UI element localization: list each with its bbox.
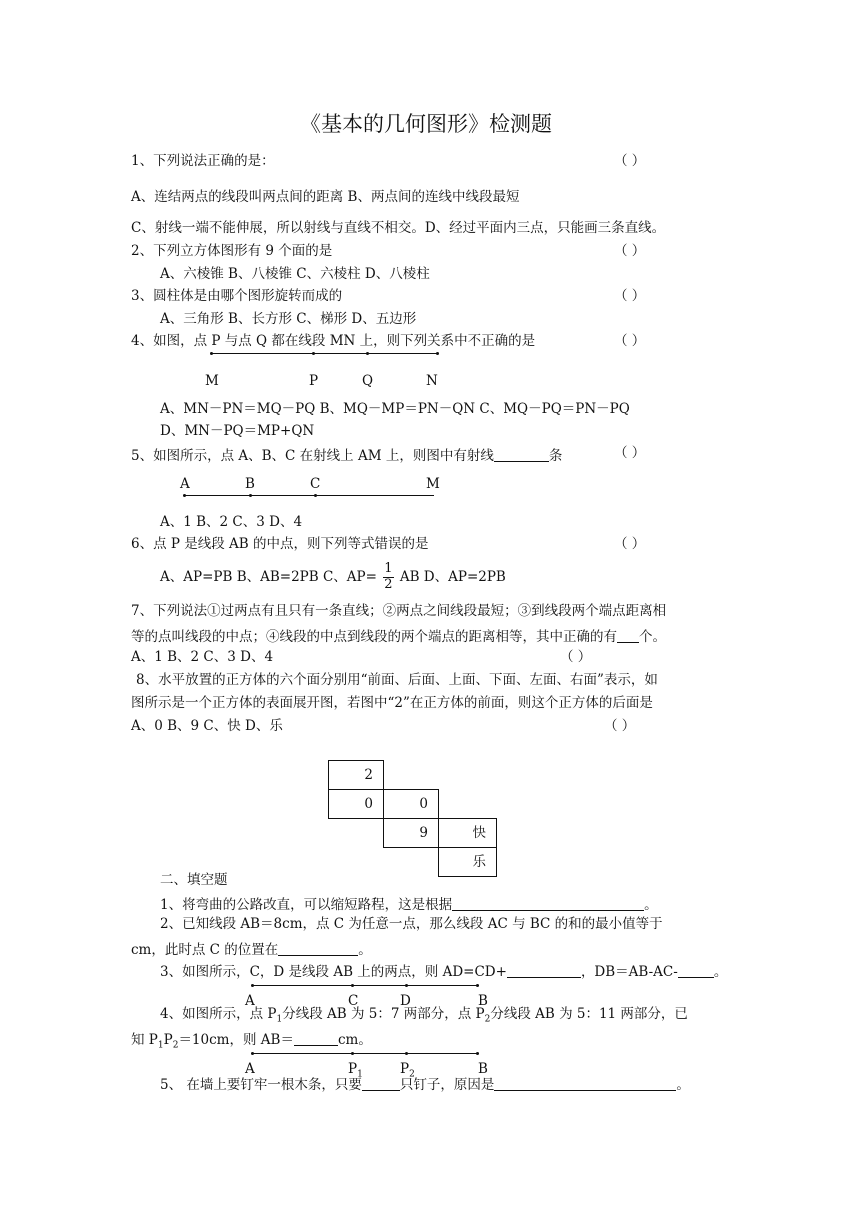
- f1-end: 。: [644, 897, 658, 913]
- point-d: [405, 984, 408, 987]
- net-face-le: 乐: [438, 847, 497, 877]
- q7-line2: [131, 628, 666, 645]
- f4-sub-1: 1: [276, 1014, 283, 1025]
- f1-answer-blank[interactable]: [452, 896, 644, 911]
- q2-options: A、六棱锥 B、八棱锥 C、六棱柱 D、八棱柱: [160, 266, 430, 282]
- net-face-0b: 0: [383, 789, 439, 819]
- net-face-kuai: 快: [438, 818, 497, 848]
- f4-l2-c: ＝10cm，则 AB＝: [178, 1032, 294, 1048]
- f3-text-b: ，DB＝AB-AC-: [580, 964, 678, 980]
- f3-answer-blank-2[interactable]: [678, 963, 714, 978]
- q8-options: A、0 B、9 C、快 D、乐: [131, 718, 283, 734]
- q5-stem: [131, 447, 562, 464]
- q6-stem: 6、点 P 是线段 AB 的中点，则下列等式错误的是: [131, 536, 429, 552]
- f4-line1: [160, 1008, 688, 1025]
- label-a: A: [180, 476, 190, 492]
- label-b: B: [478, 993, 488, 1009]
- point-b: [476, 984, 479, 987]
- label-p1-sub: 1: [357, 1069, 363, 1080]
- q2-answer-paren: （ ）: [614, 243, 646, 259]
- f5-end: 。: [676, 1077, 690, 1093]
- f4-text-3: 分线段 AB 为 5：11 两部分，已: [490, 1006, 688, 1022]
- label-m: M: [205, 373, 219, 389]
- label-a: A: [245, 1061, 255, 1077]
- label-n: N: [426, 373, 438, 389]
- net-face-9: 9: [383, 818, 439, 848]
- q6-options-cd: AB D、AP=2PB: [399, 569, 506, 585]
- f5-answer-blank-1[interactable]: [362, 1076, 400, 1091]
- f3-end: 。: [713, 964, 728, 980]
- segment-mn: [211, 353, 438, 354]
- q8-answer-paren: （ ）: [604, 718, 636, 734]
- f1: [160, 896, 658, 913]
- point-c: [314, 494, 317, 497]
- f2-answer-blank[interactable]: [278, 941, 358, 956]
- label-a: A: [245, 993, 255, 1009]
- f3-answer-blank-1[interactable]: [507, 963, 581, 978]
- label-c: C: [348, 993, 359, 1009]
- q7-answer-blank[interactable]: [617, 628, 639, 643]
- label-b: B: [245, 476, 255, 492]
- label-p1-letter: P: [348, 1061, 358, 1077]
- fraction-denominator: 2: [384, 577, 393, 592]
- label-q: Q: [362, 373, 374, 389]
- q8-line1: 8、水平放置的正方体的六个面分别用“前面、后面、上面、下面、左面、右面”表示，如: [136, 672, 658, 688]
- f4-l2-sub-1: 1: [157, 1040, 164, 1051]
- f3: [160, 963, 727, 980]
- label-m: M: [426, 476, 440, 492]
- f4-answer-blank[interactable]: [294, 1031, 338, 1046]
- q5-stem-text: 5、如图所示，点 A、B、C 在射线上 AM 上，则图中有射线: [131, 448, 494, 464]
- f4-l2-b: P: [163, 1032, 173, 1048]
- label-p: P: [309, 373, 319, 389]
- f2-line2-text: cm，此时点 C 的位置在: [131, 942, 279, 958]
- point-a: [183, 494, 186, 497]
- q5-answer-paren: （ ）: [614, 445, 646, 461]
- point-b: [476, 1052, 479, 1055]
- fraction-one-half: [383, 562, 393, 593]
- q3-stem: 3、圆柱体是由哪个图形旋转而成的: [131, 288, 343, 304]
- f5-answer-blank-2[interactable]: [494, 1076, 676, 1091]
- net-face-0a: 0: [328, 789, 384, 819]
- q7-options: A、1 B、2 C、3 D、4: [131, 649, 274, 665]
- f5-text-a: 5、 在墙上要钉牢一根木条，只要: [160, 1077, 362, 1093]
- f4-text-1: 4、如图所示，点 P: [160, 1006, 277, 1022]
- q7-line2-text: 等的点叫线段的中点；④线段的中点到线段的两个端点的距离相等，其中正确的有: [131, 629, 617, 645]
- q6-options-ab: A、AP=PB B、AB=2PB C、AP=: [160, 569, 377, 585]
- q1-options-cd: C、射线一端不能伸展，所以射线与直线不相交。D、经过平面内三点，只能画三条直线。: [131, 220, 666, 236]
- q4-stem: 4、如图，点 P 与点 Q 都在线段 MN 上，则下列关系中不正确的是: [131, 333, 536, 349]
- net-face-2: 2: [328, 760, 384, 790]
- q3-options: A、三角形 B、长方形 C、梯形 D、五边形: [160, 311, 417, 327]
- page-title: 《基本的几何图形》检测题: [300, 112, 552, 136]
- segment-ab: [252, 1053, 479, 1054]
- q1-answer-paren: （ ）: [614, 153, 646, 169]
- f3-text-a: 3、如图所示，C，D 是线段 AB 上的两点，则 AD=CD+: [160, 964, 507, 980]
- point-a: [251, 1052, 254, 1055]
- q7-line2-end: 个。: [639, 629, 666, 645]
- f4-text-2: 分线段 AB 为 5：7 两部分，点 P: [282, 1006, 485, 1022]
- point-p1: [351, 1052, 354, 1055]
- q7-answer-paren: （ ）: [560, 649, 592, 665]
- f2-end: 。: [358, 942, 372, 958]
- q5-unit: 条: [548, 448, 563, 464]
- point-b: [249, 494, 252, 497]
- segment-ab: [252, 985, 479, 986]
- q4-option-d: D、MN－PQ＝MP+QN: [160, 423, 315, 439]
- f1-text: 1、将弯曲的公路改直，可以缩短路程，这是根据: [160, 897, 453, 913]
- point-m: [210, 352, 213, 355]
- q6-answer-paren: （ ）: [614, 536, 646, 552]
- q1-stem: 1、下列说法正确的是：: [131, 153, 275, 169]
- label-p2-sub: 2: [409, 1069, 415, 1080]
- label-c: C: [310, 476, 321, 492]
- point-p: [312, 352, 315, 355]
- f5: [160, 1076, 690, 1093]
- point-q: [366, 352, 369, 355]
- f2-line2: [131, 941, 372, 958]
- label-p2-letter: P: [400, 1061, 410, 1077]
- f4-l2-sub-2: 2: [172, 1040, 179, 1051]
- point-p2: [405, 1052, 408, 1055]
- label-d: D: [400, 993, 411, 1009]
- section-fill-in-heading: 二、填空题: [160, 872, 228, 888]
- fraction-numerator: 1: [384, 561, 393, 577]
- q4-options-abc: A、MN－PN＝MQ－PQ B、MQ－MP＝PN－QN C、MQ－PQ＝PN－PQ: [160, 401, 630, 417]
- q3-answer-paren: （ ）: [614, 288, 646, 304]
- label-b: B: [478, 1061, 488, 1077]
- q5-answer-blank[interactable]: [494, 447, 549, 462]
- f4-sub-2: 2: [484, 1014, 491, 1025]
- f2-line1: 2、已知线段 AB＝8cm，点 C 为任意一点，那么线段 AC 与 BC 的和的最小值等于: [160, 916, 663, 932]
- f5-text-b: 只钉子，原因是: [399, 1077, 495, 1093]
- ray-am: [184, 495, 434, 496]
- q2-stem: 2、下列立方体图形有 9 个面的是: [131, 243, 333, 259]
- q4-answer-paren: （ ）: [614, 333, 646, 349]
- point-a: [251, 984, 254, 987]
- q7-line1: 7、下列说法①过两点有且只有一条直线；②两点之间线段最短；③到线段两个端点距离相: [131, 603, 667, 619]
- q6-options: [160, 558, 506, 596]
- q5-options: A、1 B、2 C、3 D、4: [160, 514, 303, 530]
- f4-line2: [131, 1031, 372, 1051]
- f4-l2-a: 知 P: [131, 1032, 158, 1048]
- q8-line2: 图所示是一个正方体的表面展开图，若图中“2”在正方体的前面，则这个正方体的后面是: [131, 695, 653, 711]
- q1-options-ab: A、连结两点的线段叫两点间的距离 B、两点间的连线中线段最短: [131, 189, 520, 205]
- point-n: [436, 352, 439, 355]
- f4-l2-d: cm。: [337, 1032, 372, 1048]
- point-c: [351, 984, 354, 987]
